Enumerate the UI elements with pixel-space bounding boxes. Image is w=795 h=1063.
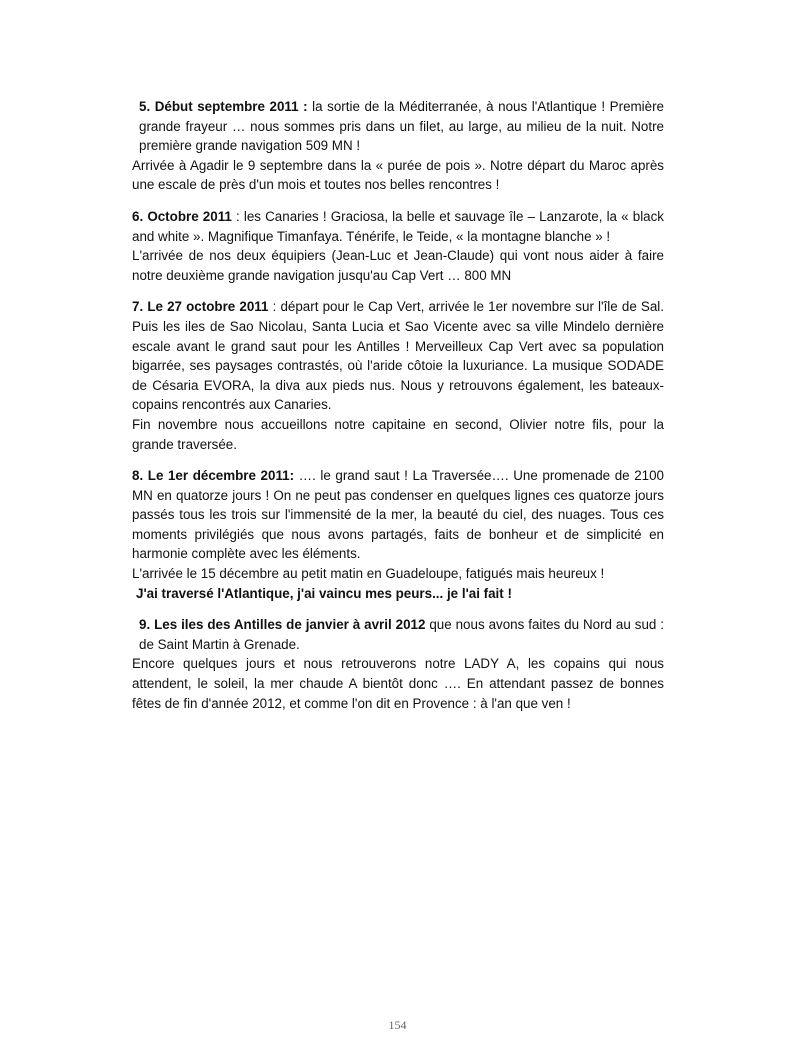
- section-text: la sortie de la Méditerranée, à nous l'Atlantique ! Première grande frayeur … nous sommes pris dans un filet, au large, au milieu de la nuit. Notre première grande navigation 509 MN !: [139, 99, 665, 154]
- section-text: : les Canaries ! Graciosa, la belle et sauvage île – Lanzarote, la « black and white ». Magnifique Timanfaya. Ténérife, le Teide, « la montagne blanche » !: [132, 208, 665, 244]
- section-paragraph: L'arrivée de nos deux équipiers (Jean-Luc et Jean-Claude) qui vont nous aider à faire notre deuxième grande navigation jusqu'au Cap Vert … 800 MN: [132, 248, 664, 283]
- section-8-december-1-2011: [132, 466, 664, 603]
- section-paragraph: [132, 466, 664, 564]
- section-7-october-27-2011: [132, 297, 664, 454]
- section-6-october-2011: [132, 207, 664, 285]
- section-paragraph: [132, 207, 664, 246]
- page-number: 154: [388, 1018, 407, 1032]
- section-paragraph: [132, 97, 664, 156]
- section-paragraph: L'arrivée le 15 décembre au petit matin en Guadeloupe, fatigués mais heureux !: [132, 566, 605, 582]
- section-paragraph: Fin novembre nous accueillons notre capitaine en second, Olivier notre fils, pour la grande traversée.: [132, 416, 664, 452]
- section-text: : départ pour le Cap Vert, arrivée le 1er novembre sur l'île de Sal. Puis les iles de Sao Nicolau, Santa Lucia et Sao Vicente avec sa ville Mindelo dernière escale avant le grand saut pour les Antilles ! Merveilleux Cap Vert avec sa population bigarrée, ses paysages contrastés, où l'aride côtoie la luxuriance. La musique SODADE de Césaria EVORA, la diva aux pieds nus. Nous y retrouvons également, les bateaux-copains rencontrés aux Canaries.: [132, 299, 664, 413]
- section-text: …. le grand saut ! La Traversée…. Une promenade de 2100 MN en quatorze jours ! On ne peut pas condenser en quelques lignes ces quatorze jours passés tous les trois sur l'immensité de la mer, la beauté du ciel, des nuages. Tous ces moments privilégiés que nous avons partagés, faits de bonheur et de simplicité en harmonie complète avec les éléments.: [132, 468, 664, 562]
- section-5-september-2011: [132, 97, 664, 195]
- section-paragraph: [132, 615, 664, 654]
- section-heading: 7. Le 27 octobre 2011: [132, 299, 269, 315]
- section-9-antilles-2012: [132, 615, 664, 713]
- section-heading: 8. Le 1er décembre 2011:: [132, 468, 295, 484]
- section-text: que nous avons faites du Nord au sud : de Saint Martin à Grenade.: [139, 617, 664, 652]
- section-paragraph: Encore quelques jours et nous retrouverons notre LADY A, les copains qui nous attendent, le soleil, la mer chaude A bientôt donc …. En attendant passez de bonnes fêtes de fin d'année 2012, et comme l'on dit en Provence : à l'an que ven !: [132, 656, 664, 711]
- section-heading: 5. Début septembre 2011 :: [139, 99, 308, 114]
- body-text: [132, 97, 664, 725]
- section-paragraph: Arrivée à Agadir le 9 septembre dans la « purée de pois ». Notre départ du Maroc après une escale de près d'un mois et toutes nos belles rencontres !: [132, 157, 664, 193]
- section-heading: 9. Les iles des Antilles de janvier à avril 2012: [139, 617, 426, 633]
- bold-statement: J'ai traversé l'Atlantique, j'ai vaincu mes peurs... je l'ai fait !: [136, 585, 512, 601]
- section-paragraph: [132, 297, 664, 415]
- section-heading: 6. Octobre 2011: [132, 208, 232, 224]
